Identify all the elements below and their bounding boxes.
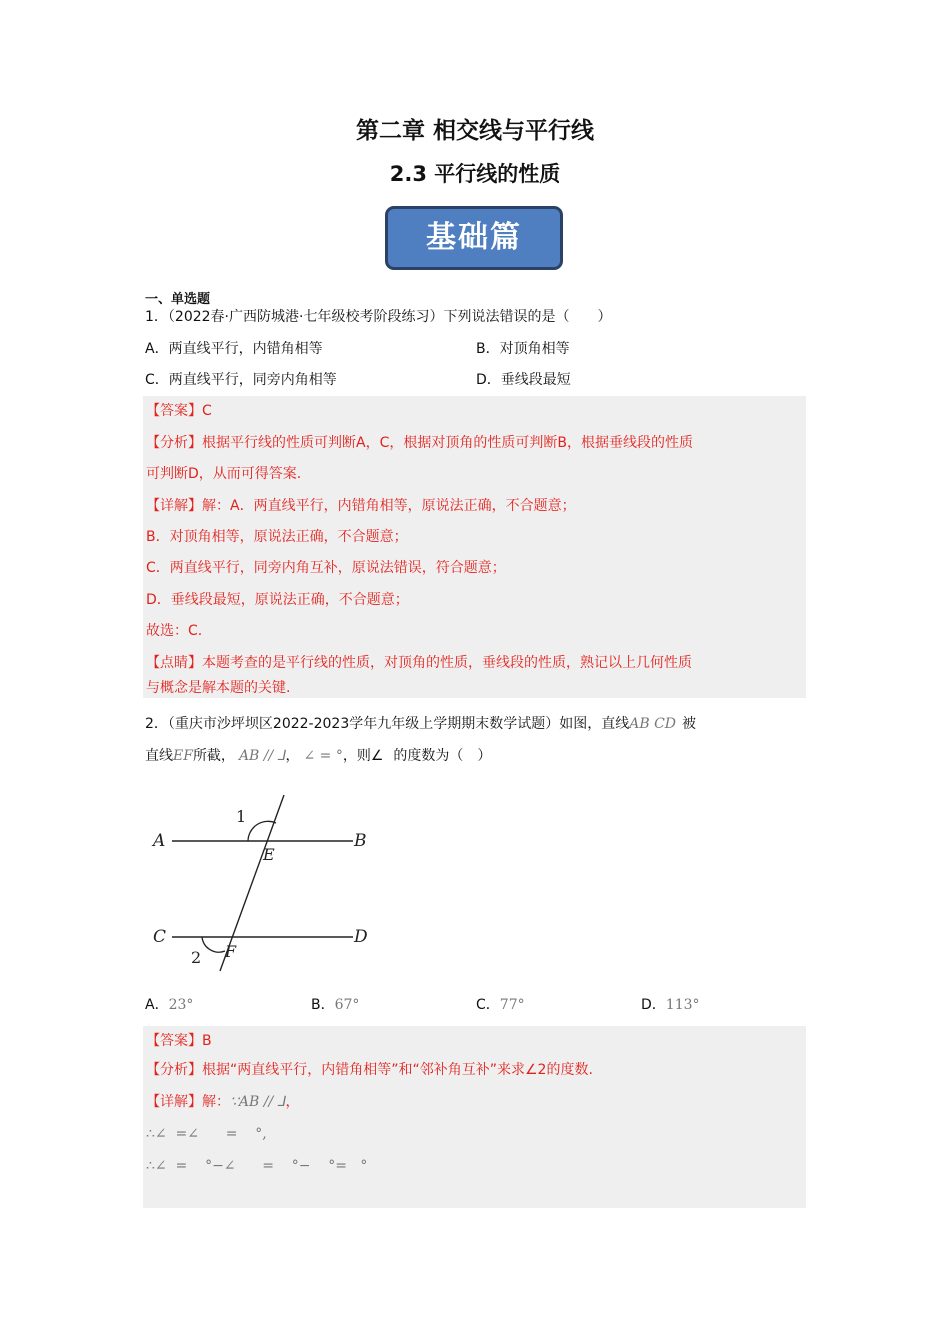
q2-text-ze: ，则∠ bbox=[342, 748, 384, 764]
q2-math-ab-cd: AB CD bbox=[629, 716, 677, 732]
question-1-text: （2022春·广西防城港·七年级校考阶段练习）下列说法错误的是（ ） bbox=[167, 309, 612, 325]
parallel-lines-figure bbox=[145, 785, 385, 975]
q2-option-d-value: 113° bbox=[665, 997, 700, 1013]
q2-detail-math: ∵AB // ⅃ bbox=[230, 1094, 286, 1110]
q2-answer: 【答案】B bbox=[146, 1033, 212, 1049]
label-angle-1: 1 bbox=[236, 807, 247, 826]
label-a: A bbox=[153, 831, 166, 851]
q1-detail-line4: D．垂线段最短，原说法正确，不合题意； bbox=[146, 592, 409, 608]
q2-option-b-prefix: B． bbox=[311, 997, 335, 1013]
q1-remark-line2: 与概念是解本题的关键. bbox=[146, 680, 291, 696]
q1-detail-line3: C．两直线平行，同旁内角互补，原说法错误，符合题意； bbox=[146, 560, 506, 576]
q2-step-1: ∴∠ =∠ = °, bbox=[146, 1126, 267, 1142]
label-f: F bbox=[225, 942, 237, 961]
q2-option-b-value: 67° bbox=[334, 997, 360, 1013]
q2-analysis: 【分析】根据“两直线平行，内错角相等”和“邻补角互补”来求∠2的度数. bbox=[146, 1062, 593, 1078]
q2-option-a-prefix: A． bbox=[145, 997, 169, 1013]
q1-detail-line1: 【详解】解：A．两直线平行，内错角相等，原说法正确，不合题意； bbox=[146, 498, 576, 514]
q1-answer: 【答案】C bbox=[146, 403, 212, 419]
q2-detail-comma: ， bbox=[285, 1094, 300, 1110]
question-2-stem-line1 bbox=[145, 714, 696, 734]
q2-option-c bbox=[476, 995, 525, 1015]
q1-answer-box bbox=[143, 396, 806, 698]
q1-option-d: D．垂线段最短 bbox=[476, 372, 571, 388]
q1-detail-line5: 故选：C. bbox=[146, 623, 203, 639]
q2-detail bbox=[146, 1092, 299, 1112]
q1-analysis-line1: 【分析】根据平行线的性质可判断A，C，根据对顶角的性质可判断B，根据垂线段的性质 bbox=[146, 435, 693, 451]
q1-option-c: C．两直线平行，同旁内角相等 bbox=[145, 372, 337, 388]
angle-1-arc bbox=[248, 821, 276, 841]
q2-option-a bbox=[145, 995, 193, 1015]
q2-detail-prefix: 【详解】解： bbox=[146, 1094, 230, 1110]
q1-detail-line2: B．对顶角相等，原说法正确，不合题意； bbox=[146, 529, 408, 545]
q2-text-bei: 被 bbox=[682, 716, 697, 732]
label-b: B bbox=[354, 831, 367, 851]
q1-remark-line1: 【点睛】本题考查的是平行线的性质，对顶角的性质，垂线段的性质，熟记以上几何性质 bbox=[146, 655, 692, 671]
q1-analysis-line2: 可判断D，从而可得答案. bbox=[146, 466, 302, 482]
q2-option-c-value: 77° bbox=[499, 997, 525, 1013]
label-d: D bbox=[354, 927, 368, 947]
q2-option-c-prefix: C． bbox=[476, 997, 500, 1013]
q2-text-comma: ， bbox=[285, 748, 300, 764]
question-2-number: 2． bbox=[145, 716, 168, 732]
q2-text-suojie: 所截， bbox=[192, 748, 235, 764]
label-e: E bbox=[263, 845, 275, 864]
question-1-stem bbox=[145, 307, 611, 327]
label-angle-2: 2 bbox=[191, 948, 202, 967]
q2-option-d bbox=[641, 995, 700, 1015]
angle-2-arc bbox=[202, 937, 225, 952]
q2-text-ask: 的度数为（ ） bbox=[393, 748, 492, 764]
q2-option-a-value: 23° bbox=[168, 997, 194, 1013]
section-heading: 一、单选题 bbox=[145, 292, 211, 307]
q2-math-parallel: AB // ⅃ bbox=[238, 748, 286, 764]
q2-step-2: ∴∠ = °−∠ = °− °= ° bbox=[146, 1158, 368, 1174]
chapter-title: 第二章 相交线与平行线 bbox=[355, 118, 594, 144]
q2-answer-box bbox=[143, 1026, 806, 1208]
q2-option-b bbox=[311, 995, 359, 1015]
q1-option-b: B．对顶角相等 bbox=[476, 341, 570, 357]
q2-text-zhixian: 直线 bbox=[145, 748, 173, 764]
q2-option-d-prefix: D． bbox=[641, 997, 666, 1013]
section-title: 2.3 平行线的性质 bbox=[389, 162, 561, 186]
question-2-text: （重庆市沙坪坝区2022-2023学年九年级上学期期末数学试题）如图，直线 bbox=[167, 716, 630, 732]
level-badge: 基础篇 bbox=[385, 206, 563, 270]
question-1-number: 1． bbox=[145, 309, 168, 325]
q2-math-angle-given: ∠ = ° bbox=[303, 748, 343, 764]
question-2-stem-line2 bbox=[145, 746, 491, 766]
label-c: C bbox=[153, 927, 167, 947]
q1-option-a: A．两直线平行，内错角相等 bbox=[145, 341, 323, 357]
q2-math-ef: EF bbox=[173, 748, 193, 764]
